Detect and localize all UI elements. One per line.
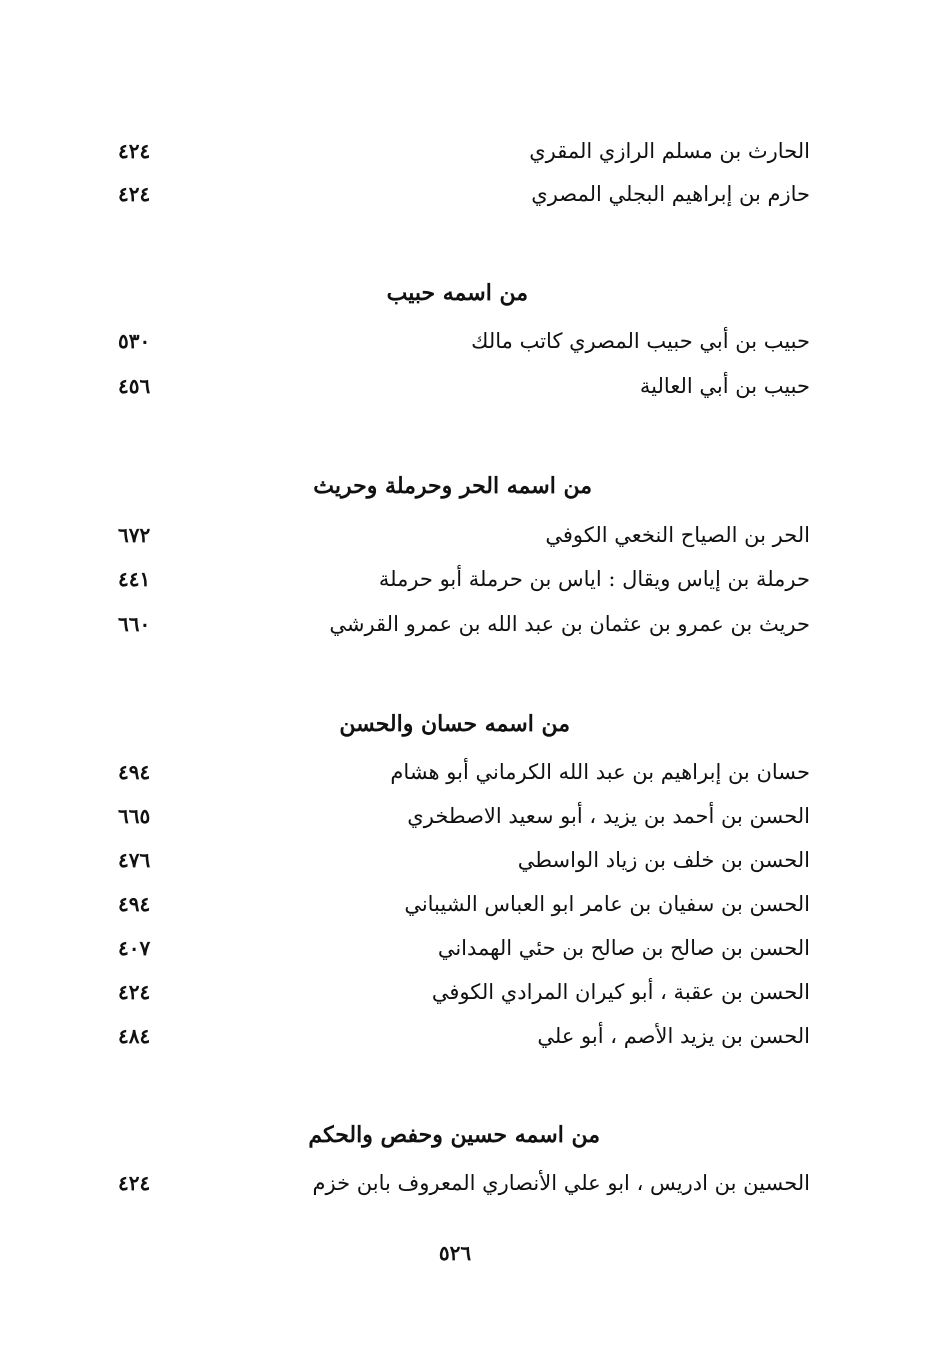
entry-page-number: ٤٥٦	[118, 374, 151, 398]
entry-name: حسان بن إبراهيم بن عبد الله الكرماني أبو هشام	[390, 760, 810, 784]
index-entry	[100, 1163, 810, 1203]
index-entry	[100, 752, 810, 792]
section-heading: من اسمه حسين وحفص والحكم	[308, 1122, 600, 1148]
index-entry	[100, 840, 810, 880]
index-entry	[100, 796, 810, 836]
entry-name: الحر بن الصياح النخعي الكوفي	[545, 523, 810, 547]
entry-name: الحسن بن خلف بن زياد الواسطي	[517, 848, 810, 872]
entry-name: حبيب بن أبي العالية	[639, 374, 810, 398]
entry-name: الحارث بن مسلم الرازي المقري	[529, 139, 810, 163]
entry-name: الحسن بن سفيان بن عامر ابو العباس الشيباني	[404, 892, 810, 916]
index-entry	[100, 559, 810, 599]
index-entry	[100, 366, 810, 406]
entry-page-number: ٤٧٦	[118, 848, 151, 872]
entry-page-number: ٤٨٤	[118, 1024, 151, 1048]
entry-name: الحسن بن عقبة ، أبو كيران المرادي الكوفي	[431, 980, 810, 1004]
section-heading: من اسمه الحر وحرملة وحريث	[313, 473, 592, 499]
section-heading: من اسمه حبيب	[386, 280, 528, 306]
index-entry	[100, 515, 810, 555]
entry-page-number: ٤٢٤	[118, 139, 151, 163]
index-entry	[100, 174, 810, 214]
entry-name: الحسن بن صالح بن صالح بن حئي الهمداني	[437, 936, 810, 960]
entry-page-number: ٤٩٤	[118, 760, 151, 784]
entry-name: الحسين بن ادريس ، ابو علي الأنصاري المعروف بابن خزم	[312, 1171, 810, 1195]
page-number: ٥٢٦	[438, 1241, 472, 1265]
entry-name: حبيب بن أبي حبيب المصري كاتب مالك	[471, 329, 810, 353]
index-entry	[100, 131, 810, 171]
entry-name: الحسن بن يزيد الأصم ، أبو علي	[537, 1024, 810, 1048]
entry-page-number: ٤٢٤	[118, 1171, 151, 1195]
entry-name: حريث بن عمرو بن عثمان بن عبد الله بن عمرو القرشي	[329, 612, 810, 636]
entry-page-number: ٦٦٠	[118, 612, 151, 636]
index-entry	[100, 972, 810, 1012]
index-entry	[100, 604, 810, 644]
entry-page-number: ٤٠٧	[118, 936, 151, 960]
index-entry	[100, 928, 810, 968]
entry-page-number: ٤٢٤	[118, 182, 151, 206]
entry-page-number: ٦٦٥	[118, 804, 151, 828]
index-entry	[100, 1016, 810, 1056]
entry-page-number: ٦٧٢	[118, 523, 151, 547]
entry-page-number: ٤٩٤	[118, 892, 151, 916]
entry-page-number: ٤٢٤	[118, 980, 151, 1004]
section-heading: من اسمه حسان والحسن	[339, 711, 570, 737]
entry-name: حازم بن إبراهيم البجلي المصري	[531, 182, 810, 206]
index-entry	[100, 884, 810, 924]
entry-page-number: ٤٤١	[118, 567, 151, 591]
entry-name: الحسن بن أحمد بن يزيد ، أبو سعيد الاصطخري	[407, 804, 810, 828]
entry-name: حرملة بن إياس ويقال : اياس بن حرملة أبو حرملة	[378, 567, 810, 591]
entry-page-number: ٥٣٠	[118, 329, 151, 353]
index-entry	[100, 321, 810, 361]
